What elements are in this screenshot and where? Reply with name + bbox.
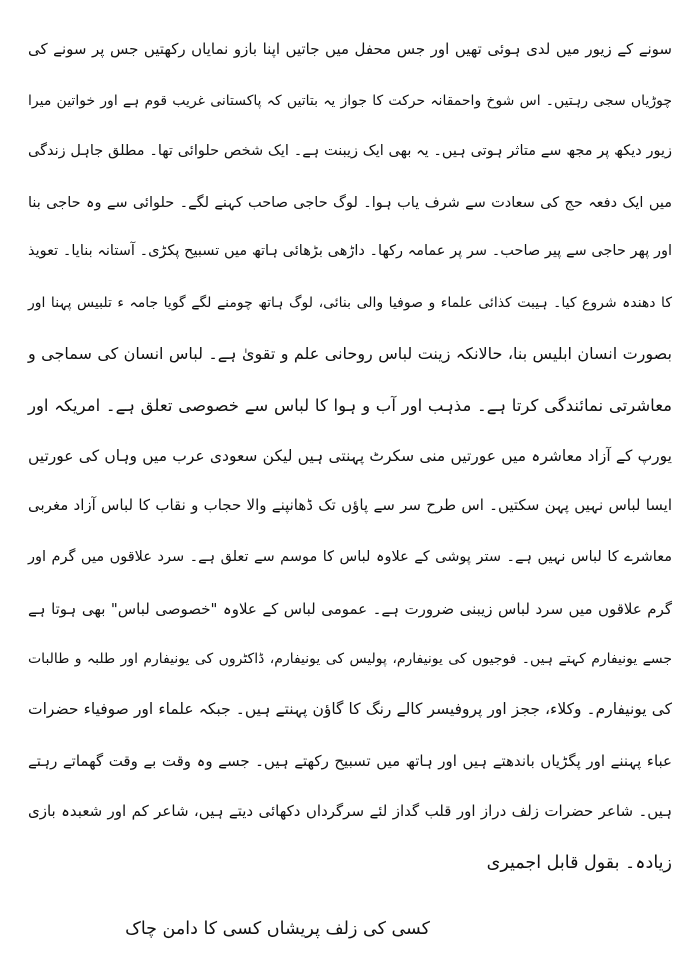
text-line-10: ایسا لباس نہیں پہن سکتیں۔ اس طرح سر سے پاؤں تک ڈھانپنے والا حجاب و نقاب کا لباس آزاد مغربی: [28, 496, 672, 514]
text-line-14: کی یونیفارم۔ وکلاء، ججز اور پروفیسر کالے رنگ کا گاؤن پہنتے ہیں۔ جبکہ علماء اور صوفیاء حضرات: [28, 700, 672, 718]
text-line-13: جسے یونیفارم کہتے ہیں۔ فوجیوں کی یونیفارم، پولیس کی یونیفارم، ڈاکٹروں کی یونیفارم اور طلبہ و طالبات: [28, 651, 672, 667]
text-line-12: گرم علاقوں میں سرد لباس زیبنی ضرورت ہے۔ عمومی لباس کے علاوہ "خصوصی لباس" بھی ہوتا ہے: [28, 600, 672, 618]
text-line-4: میں ایک دفعہ حج کی سعادت سے شرف یاب ہوا۔ لوگ حاجی صاحب کہنے لگے۔ حلوائی سے وہ حاجی بنا: [28, 195, 672, 211]
text-line-11: معاشرے کا لباس نہیں ہے۔ ستر پوشی کے علاوہ لباس کا موسم سے تعلق ہے۔ سرد علاقوں میں گرم اور: [28, 549, 672, 565]
text-line-16: ہیں۔ شاعر حضرات زلف دراز اور قلب گداز لئے سرگرداں دکھائی دیتے ہیں، شاعر کم اور شعبدہ بازی: [28, 802, 672, 820]
text-line-2: چوڑیاں سجی رہتیں۔ اس شوخ واحمقانہ حرکت کا جواز یہ بتاتیں کہ پاکستانی غریب قوم ہے اور خواتین میرا: [28, 93, 672, 109]
text-line-1: سونے کے زیور میں لدی ہوئی تھیں اور جس محفل میں جاتیں اپنا بازو نمایاں رکھتیں جس پر سونے کی: [28, 40, 672, 58]
text-line-9: یورپ کے آزاد معاشرہ میں عورتیں منی سکرٹ پہنتی ہیں لیکن سعودی عرب میں وہاں کی عورتیں: [28, 447, 672, 465]
text-line-17: زیادہ۔ بقول قابل اجمیری: [486, 853, 672, 873]
text-line-7: بصورت انسان ابلیس بنا، حالانکہ زینت لباس روحانی علم و تقویٰ ہے۔ لباس انسان کی سماجی و: [28, 344, 672, 363]
text-line-6: کا دھندہ شروع کیا۔ ہیبت کذائی علماء و صوفیا والی بنائی، لوگ ہاتھ چومنے لگے گویا جامہ ء تلبیس پہنا اور: [28, 295, 672, 311]
text-line-5: اور پھر حاجی سے پیر صاحب۔ سر پر عمامہ رکھا۔ داڑھی بڑھائی ہاتھ میں تسبیح پکڑی۔ آستانہ بنایا۔ تعویذ: [28, 243, 672, 259]
text-line-3: زیور دیکھ پر مجھ سے متاثر ہوتی ہیں۔ یہ بھی ایک زیبنت ہے۔ ایک شخص حلوائی تھا۔ مطلق جاہل زندگی: [28, 143, 672, 159]
text-line-8: معاشرتی نمائندگی کرتا ہے۔ مذہب اور آب و ہوا کا لباس سے خصوصی تعلق ہے۔ امریکہ اور: [28, 396, 672, 415]
text-line-15: عباء پہننے اور پگڑیاں باندھتے ہیں اور ہاتھ میں تسبیح رکھتے ہیں۔ جسے وہ وقت بے وقت گھماتے رہتے: [28, 752, 672, 770]
poem-verse: کسی کی زلف پریشاں کسی کا دامن چاک: [125, 919, 430, 939]
